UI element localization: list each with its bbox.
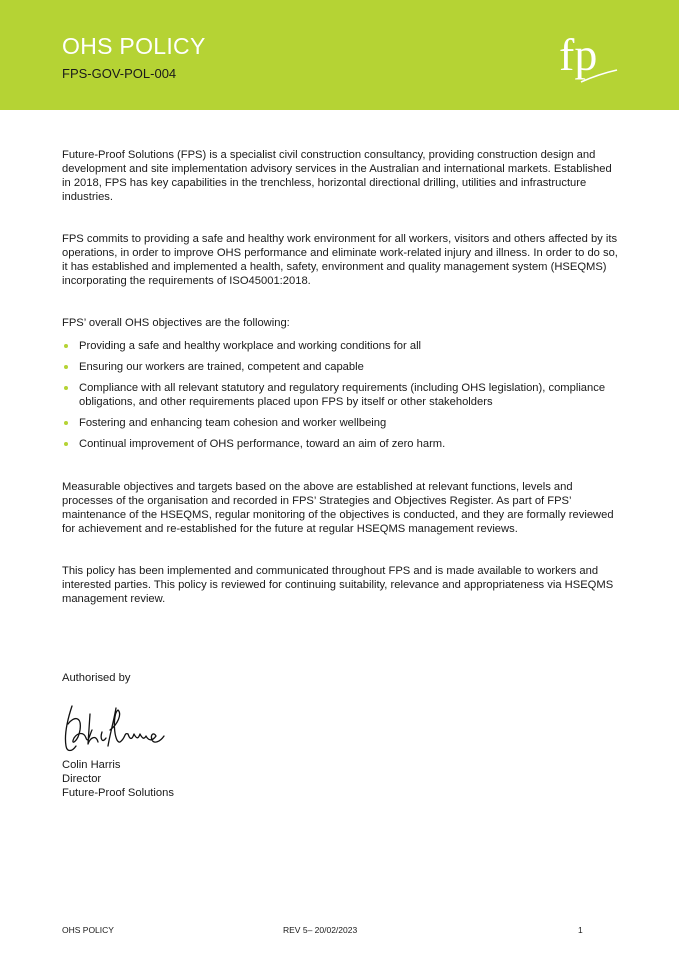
paragraph-intro: Future-Proof Solutions (FPS) is a specialist civil construction consultancy, providing construction design and development and site implementation advisory services in the Australian and international markets. Established in 2018, FPS has key capabilities in the trenchless, horizontal directional drilling, utilities and infrastructure industries. [62,149,612,203]
signatory-block [62,758,174,800]
footer-page-number: 1 [578,925,583,935]
bullet-icon [64,386,68,390]
objective-text: Compliance with all relevant statutory and regulatory requirements (including OHS legislation), compliance obligations, and other requirements placed upon FPS by itself or other stakeholders [79,382,606,408]
signatory-name: Colin Harris [62,759,121,771]
list-item [62,360,622,374]
fp-logo [555,22,625,92]
paragraph-measurable: Measurable objectives and targets based on the above are established at relevant functions, levels and processes of the organisation and recorded in FPS’ Strategies and Objectives Register. As part of FPS’ maintenance of the HSEQMS, regular monitoring of the objectives is conducted, and they are formally reviewed for achievement and re-established for the future at regular HSEQMS management reviews. [62,481,614,535]
objective-text: Providing a safe and healthy workplace and working conditions for all [79,340,422,352]
authorised-label: Authorised by [62,672,131,684]
list-item [62,339,622,353]
signatory-company: Future-Proof Solutions [62,787,174,799]
list-item [62,416,622,430]
signatory-role: Director [62,773,102,785]
footer-doc-title: OHS POLICY [62,925,114,935]
document-code: FPS-GOV-POL-004 [62,66,177,81]
page-title: OHS POLICY [62,33,206,59]
objective-text: Ensuring our workers are trained, competent and capable [79,361,364,373]
bullet-icon [64,365,68,369]
bullet-icon [64,344,68,348]
signature-image [60,694,170,760]
bullet-icon [64,442,68,446]
policy-body [62,148,622,634]
header-banner [0,0,679,110]
list-item [62,381,622,409]
objectives-intro: FPS’ overall OHS objectives are the following: [62,317,290,329]
objectives-list [62,339,622,451]
footer-revision: REV 5– 20/02/2023 [283,925,358,935]
bullet-icon [64,421,68,425]
paragraph-commitment: FPS commits to providing a safe and healthy work environment for all workers, visitors and others affected by its operations, in order to improve OHS performance and eliminate work-related injury and illness. In order to do so, it has established and implemented a health, safety, environment and quality management system (HSEQMS) incorporating the requirements of ISO45001:2018. [62,233,618,287]
objective-text: Continual improvement of OHS performance, toward an aim of zero harm. [79,438,446,450]
list-item [62,437,622,451]
paragraph-communication: This policy has been implemented and communicated throughout FPS and is made available to workers and interested parties. This policy is reviewed for continuing suitability, relevance and appropriateness via HSEQMS management review. [62,565,614,605]
objective-text: Fostering and enhancing team cohesion and worker wellbeing [79,417,387,429]
logo-text: fp [559,29,598,80]
